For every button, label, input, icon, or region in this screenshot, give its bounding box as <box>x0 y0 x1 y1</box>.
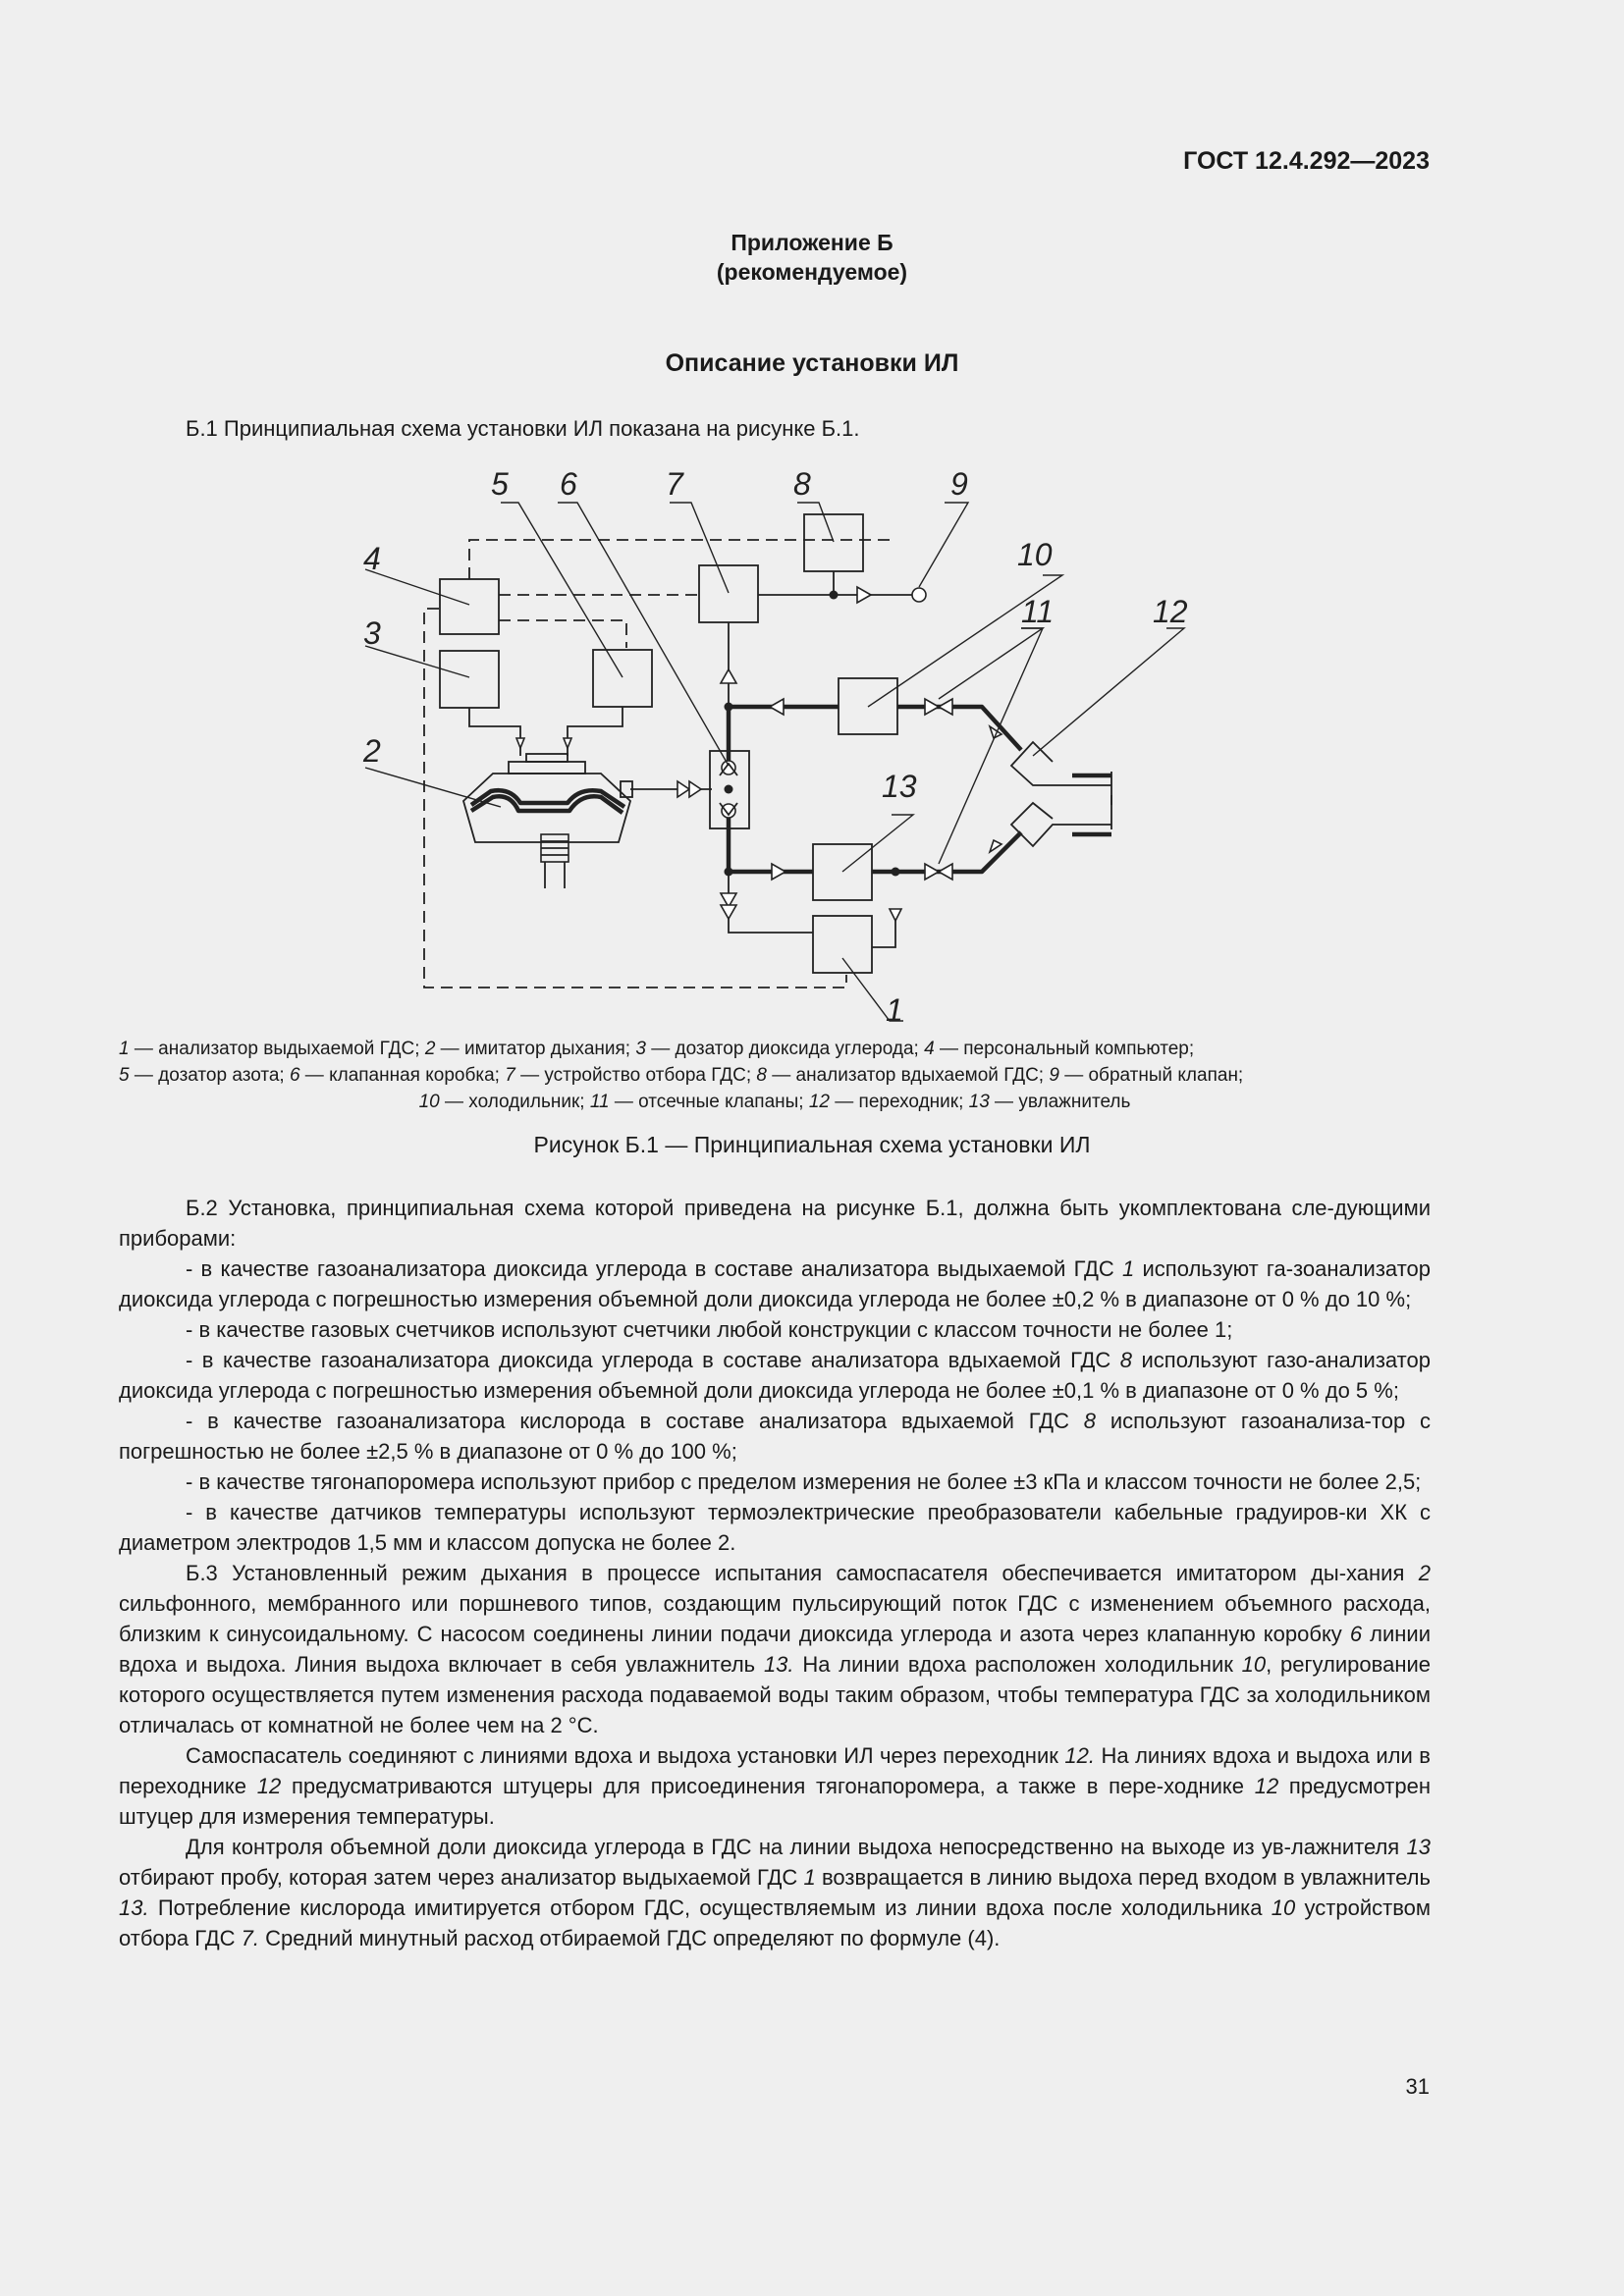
annex-title: Приложение Б <box>731 230 893 255</box>
list-item: - в качестве газоанализатора кислорода в составе анализатора вдыхаемой ГДС 8 используют газоанализа-тор с погрешностью не более ±2,5 % в диапазоне от 0 % до 100 %; <box>119 1409 1431 1464</box>
label-3: 3 <box>363 615 381 651</box>
list-item: - в качестве газоанализатора диоксида углерода в составе анализатора вдыхаемой ГДС 8 используют газо-анализатор диоксида углерода с погрешностью измерения объемной доли диоксида углерода не более ±0,1 % в диапазоне от 0 % до 5 %; <box>119 1348 1431 1403</box>
label-13: 13 <box>882 769 917 804</box>
box-3 <box>440 651 499 708</box>
body-text <box>119 1193 1431 1953</box>
page-number: 31 <box>1405 2074 1430 2099</box>
box-13 <box>813 844 872 900</box>
list-item: - в качестве датчиков температуры используют термоэлектрические преобразователи кабельные градуиров-ки ХК с диаметром электродов 1,5 мм и классом допуска не более 2. <box>119 1500 1431 1555</box>
label-8: 8 <box>793 466 811 502</box>
figure-legend <box>119 1036 1431 1115</box>
paragraph-b3: Б.3 Установленный режим дыхания в процессе испытания самоспасателя обеспечивается имитатором ды-хания 2 сильфонного, мембранного или поршневого типов, создающим пульсирующий поток ГДС с изменением объемного расхода, близким к синусоидальному. С насосом соединены линии подачи диоксида углерода и азота через клапанную коробку 6 линии вдоха и выдоха. Линия выдоха включает в себя увлажнитель 13. На линии вдоха расположен холодильник 10, регулирование которого осуществляется путем изменения расхода подаваемой воды таким образом, чтобы температура ГДС за холодильником отличалась от комнатной не более чем на 2 °С. <box>119 1561 1432 1737</box>
box-7 <box>699 565 758 622</box>
label-12: 12 <box>1153 594 1188 629</box>
box-4 <box>440 579 499 634</box>
section-title: Описание установки ИЛ <box>665 349 959 377</box>
figure-caption: Рисунок Б.1 — Принципиальная схема установки ИЛ <box>533 1132 1091 1157</box>
paragraph-b1: Б.1 Принципиальная схема установки ИЛ показана на рисунке Б.1. <box>186 416 860 441</box>
label-2: 2 <box>363 733 381 769</box>
paragraph-b3-2: Самоспасатель соединяют с линиями вдоха и выдоха установки ИЛ через переходник 12. На линиях вдоха и выдоха или в переходнике 12 предусматриваются штуцеры для присоединения тягонапоромера, а также в пере-ходнике 12 предусмотрен штуцер для измерения температуры. <box>119 1743 1431 1829</box>
label-1: 1 <box>886 992 903 1028</box>
box-1 <box>813 916 872 973</box>
paragraph-b2: Б.2 Установка, принципиальная схема которой приведена на рисунке Б.1, должна быть укомплектована сле-дующими приборами: <box>119 1196 1431 1251</box>
list-item: - в качестве тягонапоромера используют прибор с пределом измерения не более ±3 кПа и классом точности не более 2,5; <box>186 1469 1422 1494</box>
list-item: - в качестве газовых счетчиков используют счетчики любой конструкции с классом точности не более 1; <box>186 1317 1233 1342</box>
label-5: 5 <box>491 466 509 502</box>
legend-line-1: 1 — анализатор выдыхаемой ГДС; 2 — имитатор дыхания; 3 — дозатор диоксида углерода; 4 — персональный компьютер; <box>119 1039 1195 1059</box>
label-6: 6 <box>560 466 577 502</box>
box-5 <box>593 650 652 707</box>
label-10: 10 <box>1017 537 1053 572</box>
annex-subtitle: (рекомендуемое) <box>716 259 908 285</box>
label-7: 7 <box>666 466 683 502</box>
list-item: - в качестве газоанализатора диоксида углерода в составе анализатора выдыхаемой ГДС 1 используют га-зоанализатор диоксида углерода с погрешностью измерения объемной доли диоксида углерода не более ±0,2 % в диапазоне от 0 % до 10 %; <box>119 1256 1431 1311</box>
label-9: 9 <box>950 466 968 502</box>
legend-line-3: 10 — холодильник; 11 — отсечные клапаны; 12 — переходник; 13 — увлажнитель <box>418 1092 1131 1112</box>
label-11: 11 <box>1021 594 1055 629</box>
label-4: 4 <box>363 541 381 576</box>
box-8 <box>804 514 863 571</box>
paragraph-b3-3: Для контроля объемной доли диоксида углерода в ГДС на линии выдоха непосредственно на выходе из ув-лажнителя 13 отбирают пробу, которая затем через анализатор выдыхаемой ГДС 1 возвращается в линию выдоха перед входом в увлажнитель 13. Потребление кислорода имитируется отбором ГДС, осуществляемым из линии вдоха после холодильника 10 устройством отбора ГДС 7. Средний минутный расход отбираемой ГДС определяют по формуле (4). <box>119 1835 1432 1950</box>
standard-number: ГОСТ 12.4.292—2023 <box>1183 147 1430 175</box>
legend-line-2: 5 — дозатор азота; 6 — клапанная коробка; 7 — устройство отбора ГДС; 8 — анализатор вдыхаемой ГДС; 9 — обратный клапан; <box>119 1065 1244 1086</box>
